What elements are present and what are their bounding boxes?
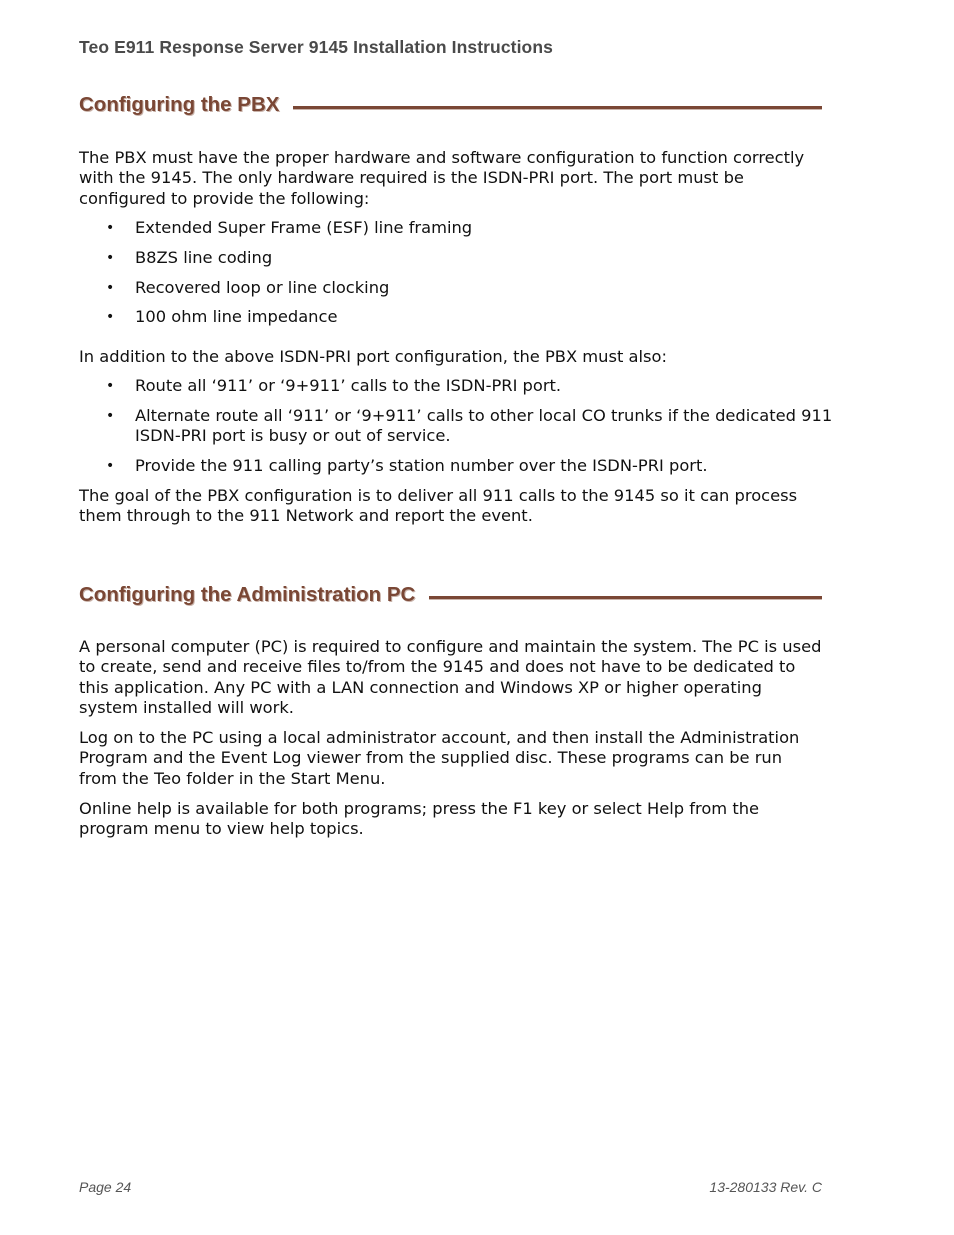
admin-pc-paragraph-2: Log on to the PC using a local administrator account, and then install the Administration Program and the Event Log viewer from the supplied disc. These programs can be run from the Teo folder in the Start Menu.	[79, 728, 800, 788]
list-item: • 100 ohm line impedance	[106, 307, 338, 326]
bullet-icon: •	[106, 309, 115, 325]
admin-pc-paragraph-1: A personal computer (PC) is required to configure and maintain the system. The PC is used to create, send and receive files to/from the 9145 and does not have to be dedicated to this application. Any PC with a LAN connection and Windows XP or higher operating system installed will work.	[79, 637, 822, 717]
section-title: Configuring the Administration PC	[79, 583, 416, 606]
pbx-middle-paragraph: In addition to the above ISDN-PRI port configuration, the PBX must also:	[79, 347, 667, 366]
bullet-icon: •	[106, 408, 115, 424]
section-heading-pbx	[79, 93, 822, 117]
footer-document-number: 13-280133 Rev. C	[709, 1179, 822, 1195]
section-heading-admin-pc	[79, 583, 822, 607]
pbx-intro-paragraph: The PBX must have the proper hardware and software configuration to function correctly with the 9145. The only hardware required is the ISDN-PRI port. The port must be configured to provide the following:	[79, 148, 805, 208]
heading-rule	[429, 596, 822, 599]
document-header-title: Teo E911 Response Server 9145 Installation Instructions	[79, 37, 553, 57]
list-item: • Extended Super Frame (ESF) line framing	[106, 218, 473, 237]
pbx-closing-paragraph: The goal of the PBX configuration is to deliver all 911 calls to the 9145 so it can process them through to the 911 Network and report the event.	[79, 486, 798, 526]
heading-rule	[293, 106, 822, 109]
bullet-icon: •	[106, 220, 115, 236]
list-item: • Provide the 911 calling party’s station number over the ISDN-PRI port.	[106, 456, 708, 475]
bullet-icon: •	[106, 458, 115, 474]
list-item: • Route all ‘911’ or ‘9+911’ calls to the ISDN-PRI port.	[106, 376, 562, 395]
list-item: • B8ZS line coding	[106, 248, 273, 267]
admin-pc-paragraph-3: Online help is available for both programs; press the F1 key or select Help from the program menu to view help topics.	[79, 799, 760, 839]
list-item: • Alternate route all ‘911’ or ‘9+911’ calls to other local CO trunks if the dedicated 911 ISDN-PRI port is busy or out of service.	[106, 406, 833, 446]
bullet-icon: •	[106, 378, 115, 394]
list-item: • Recovered loop or line clocking	[106, 278, 390, 297]
footer-page-number: Page 24	[79, 1179, 132, 1195]
section-title: Configuring the PBX	[79, 93, 280, 116]
bullet-icon: •	[106, 280, 115, 296]
bullet-icon: •	[106, 250, 115, 266]
